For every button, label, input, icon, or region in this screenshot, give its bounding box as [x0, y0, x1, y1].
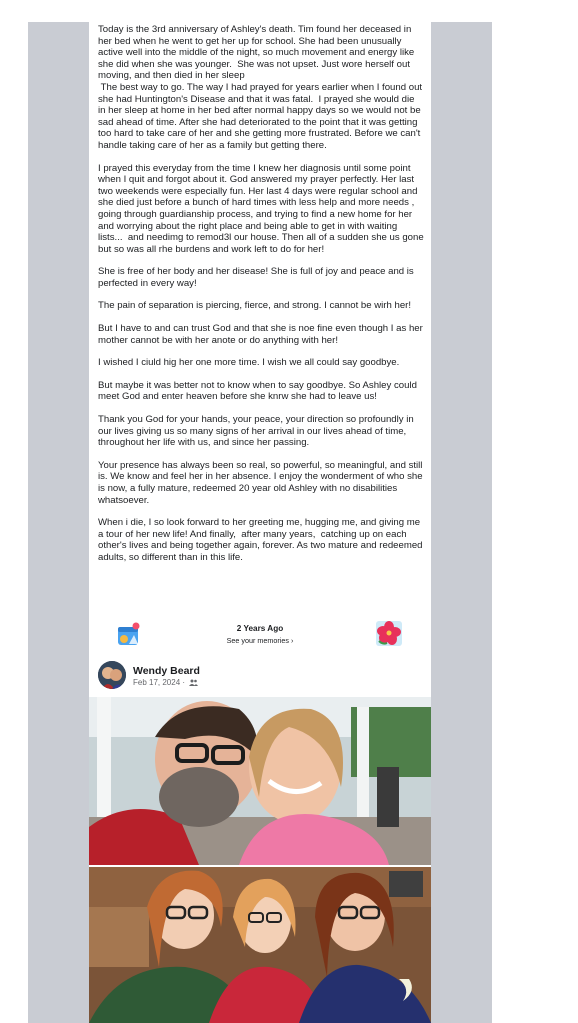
see-memories-link[interactable]: See your memories › [226, 636, 294, 645]
left-margin [28, 22, 89, 1023]
memories-calendar-icon [115, 620, 141, 648]
paragraph-2: I prayed this everyday from the time I knew her diagnosis until some point when I quit and forgot about it. God answered my prayer perfectly. Her last two weekends were especially fun. Her last 4 days were regular school and she died just before a bunch of hard times with less help and more needs , going through guardianship process, and trying to find a new home for her and worrying about the right place and being able to get in with waiting lists... and needimg to remod3l our house. Then all of a sudden she us gone but so was all rhe burdens and work left to do for her! [98, 162, 427, 255]
paragraph-10: When i die, I so look forward to her greeting me, hugging me, and giving me a tour of her new life! And finally, after many years, catching up on each other's lives and being together again, forever. As two mature and redeemed adults, so different than in this life. [98, 517, 426, 563]
post-card [89, 0, 431, 1023]
post-meta [133, 678, 198, 687]
post-photo-2[interactable] [89, 867, 431, 1023]
memories-title: 2 Years Ago [236, 624, 284, 633]
friends-icon [189, 679, 198, 686]
memory-post-text [98, 24, 427, 575]
avatar[interactable] [98, 661, 126, 689]
paragraph-5: But I have to and can trust God and that she is noe fine even though I as her mother cannot be with her anote or do anything with her! [98, 323, 426, 346]
post-header [89, 658, 431, 694]
paragraph-9: Your presence has always been so real, so powerful, so meaningful, and still is. We know and feel her in her absence. I enjoy the wonderment of who she is now, a fully mature, redeemed 20 year old Ashley with no disabilities whatsoever. [98, 459, 426, 506]
right-margin [431, 22, 492, 1023]
paragraph-6: I wished I ciuld hig her one more time. I wish we all could say goodbye. [98, 357, 400, 369]
memories-center [189, 624, 331, 645]
hibiscus-flower-icon [375, 619, 403, 647]
paragraph-4: The pain of separation is piercing, fierce, and strong. I cannot be wirh her! [98, 300, 412, 312]
post-date[interactable]: Feb 17, 2024 · [133, 678, 186, 687]
paragraph-1: Today is the 3rd anniversary of Ashley's death. Tim found her deceased in her bed when he went to get her up for school. She had been unusually active well into the middle of the night, so much movement and energy like she did when she was younger. She was not upset. Just wore herself out moving, and then died in her sleep The best way to go. The way I had prayed for years earlier when I found out she had Huntington's Disease and that it was fatal. I prayed she would die in her sleep at home in her bed after normal happy days so we would not be sad ahead of time. After she had deteriorated to the point that it was getting too hard to take care of her and she getting more frustrated. Before we can't handle taking care of her as a family but getting there. [98, 24, 423, 151]
paragraph-7: But maybe it was better not to know when to say goodbye. So Ashley could meet God and enter heaven before she knrw she had to leave us! [98, 379, 420, 403]
memories-bar[interactable] [89, 616, 431, 654]
paragraph-3: She is free of her body and her disease! She is full of joy and peace and is perfected in every way! [98, 266, 417, 289]
author-name[interactable]: Wendy Beard [133, 665, 200, 677]
post-photo-1[interactable] [89, 697, 431, 865]
paragraph-8: Thank you God for your hands, your peace, your direction so profoundly in our lives giving us so many signs of her arrival in our lives ahead of time, throughout her life with us, and since her passing. [98, 414, 417, 449]
